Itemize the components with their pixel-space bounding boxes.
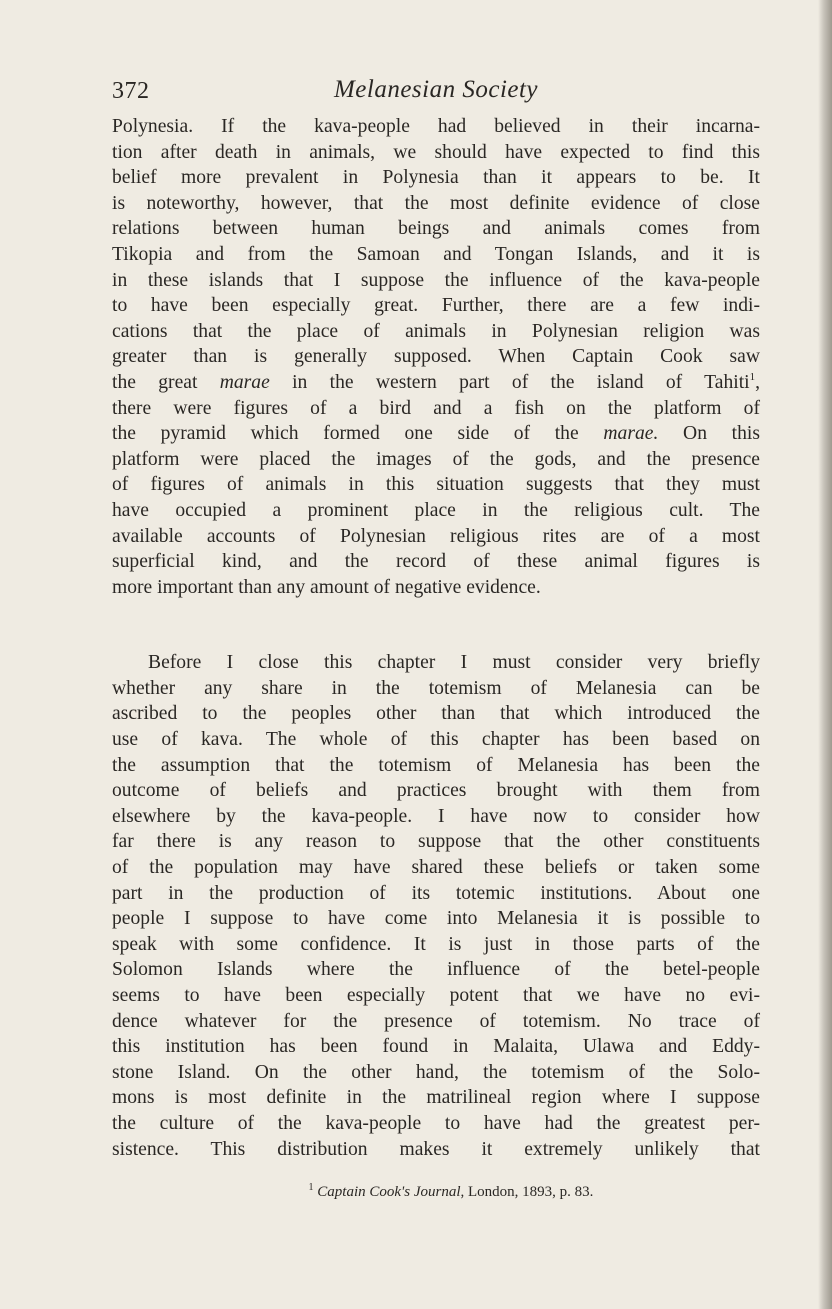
text-line: greater than is generally supposed. When Captain Cook saw [112, 346, 760, 368]
text-line: outcome of beliefs and practices brought with them from [112, 780, 760, 802]
text-line: more important than any amount of negative evidence. [112, 576, 541, 598]
text-line: ascribed to the peoples other than that which introduced the [112, 703, 760, 725]
text-line: of figures of animals in this situation suggests that they must [112, 474, 760, 496]
footnote-marker: 1 [308, 1182, 314, 1194]
text-line: tion after death in animals, we should have expected to find this [112, 141, 760, 163]
text-segment: in the western part of the island of Tahiti [269, 371, 750, 393]
text-line: of the population may have shared these beliefs or taken some [112, 857, 760, 879]
text-line: sistence. This distribution makes it extremely unlikely that [112, 1138, 760, 1160]
text-line: use of kava. The whole of this chapter has been based on [112, 729, 760, 751]
text-line: belief more prevalent in Polynesia than it appears to be. It [112, 167, 760, 189]
page-edge-shadow [818, 0, 832, 1309]
text-line: speak with some confidence. It is just in those parts of the [112, 933, 760, 955]
italic-term: marae [219, 371, 270, 393]
text-line: elsewhere by the kava-people. I have now to consider how [112, 805, 760, 827]
text-line: Tikopia and from the Samoan and Tongan Islands, and it is [112, 243, 760, 265]
book-page [112, 70, 760, 1201]
running-title: Melanesian Society [333, 76, 539, 103]
text-line: relations between human beings and animals comes from [112, 218, 760, 240]
text-line: part in the production of its totemic institutions. About one [112, 882, 760, 904]
text-line: far there is any reason to suppose that the other constituents [112, 831, 760, 853]
text-line: dence whatever for the presence of totemism. No trace of [112, 1010, 760, 1032]
footnote [112, 1184, 760, 1201]
text-line: mons is most definite in the matrilineal region where I suppose [112, 1087, 760, 1109]
page-header [112, 70, 760, 110]
text-segment: , [755, 371, 760, 393]
text-line: have occupied a prominent place in the religious cult. The [112, 499, 760, 521]
text-line: superficial kind, and the record of these animal figures is [112, 551, 760, 573]
text-line: seems to have been especially potent that we have no evi- [112, 985, 760, 1006]
page-number: 372 [112, 78, 150, 104]
text-segment: On this [658, 423, 760, 445]
text-line [112, 421, 760, 447]
text-line: Solomon Islands where the influence of the betel-people [112, 959, 760, 981]
footnote-reference[interactable]: 1 [749, 370, 756, 383]
text-line: the culture of the kava-people to have had the greatest per- [112, 1112, 760, 1134]
text-line: the assumption that the totemism of Melanesia has been the [112, 754, 760, 776]
paragraph-2 [112, 650, 760, 1162]
text-line: platform were placed the images of the gods, and the presence [112, 448, 760, 470]
text-segment: the great [112, 371, 220, 393]
text-line: is noteworthy, however, that the most definite evidence of close [112, 192, 760, 214]
text-line-with-note [112, 370, 760, 396]
text-line: this institution has been found in Malaita, Ulawa and Eddy- [112, 1036, 760, 1058]
footnote-title: Captain Cook's Journal [317, 1184, 461, 1201]
text-line: there were figures of a bird and a fish on the platform of [112, 397, 760, 419]
text-line: people I suppose to have come into Melanesia it is possible to [112, 908, 760, 930]
text-line: stone Island. On the other hand, the totemism of the Solo- [112, 1061, 760, 1083]
paragraph-1 [112, 114, 760, 600]
text-line: to have been especially great. Further, there are a few indi- [112, 295, 760, 317]
text-line: whether any share in the totemism of Melanesia can be [112, 677, 760, 699]
text-line: in these islands that I suppose the influence of the kava-people [112, 269, 760, 291]
text-line: Before I close this chapter I must consider very briefly [148, 652, 760, 674]
text-segment: the pyramid which formed one side of the [112, 423, 604, 445]
footnote-citation: , London, 1893, p. 83. [460, 1184, 594, 1201]
text-line: cations that the place of animals in Polynesian religion was [112, 320, 760, 342]
text-line: available accounts of Polynesian religious rites are of a most [112, 525, 760, 547]
italic-term: marae. [603, 423, 659, 445]
text-line: Polynesia. If the kava-people had believed in their incarna- [112, 116, 760, 137]
